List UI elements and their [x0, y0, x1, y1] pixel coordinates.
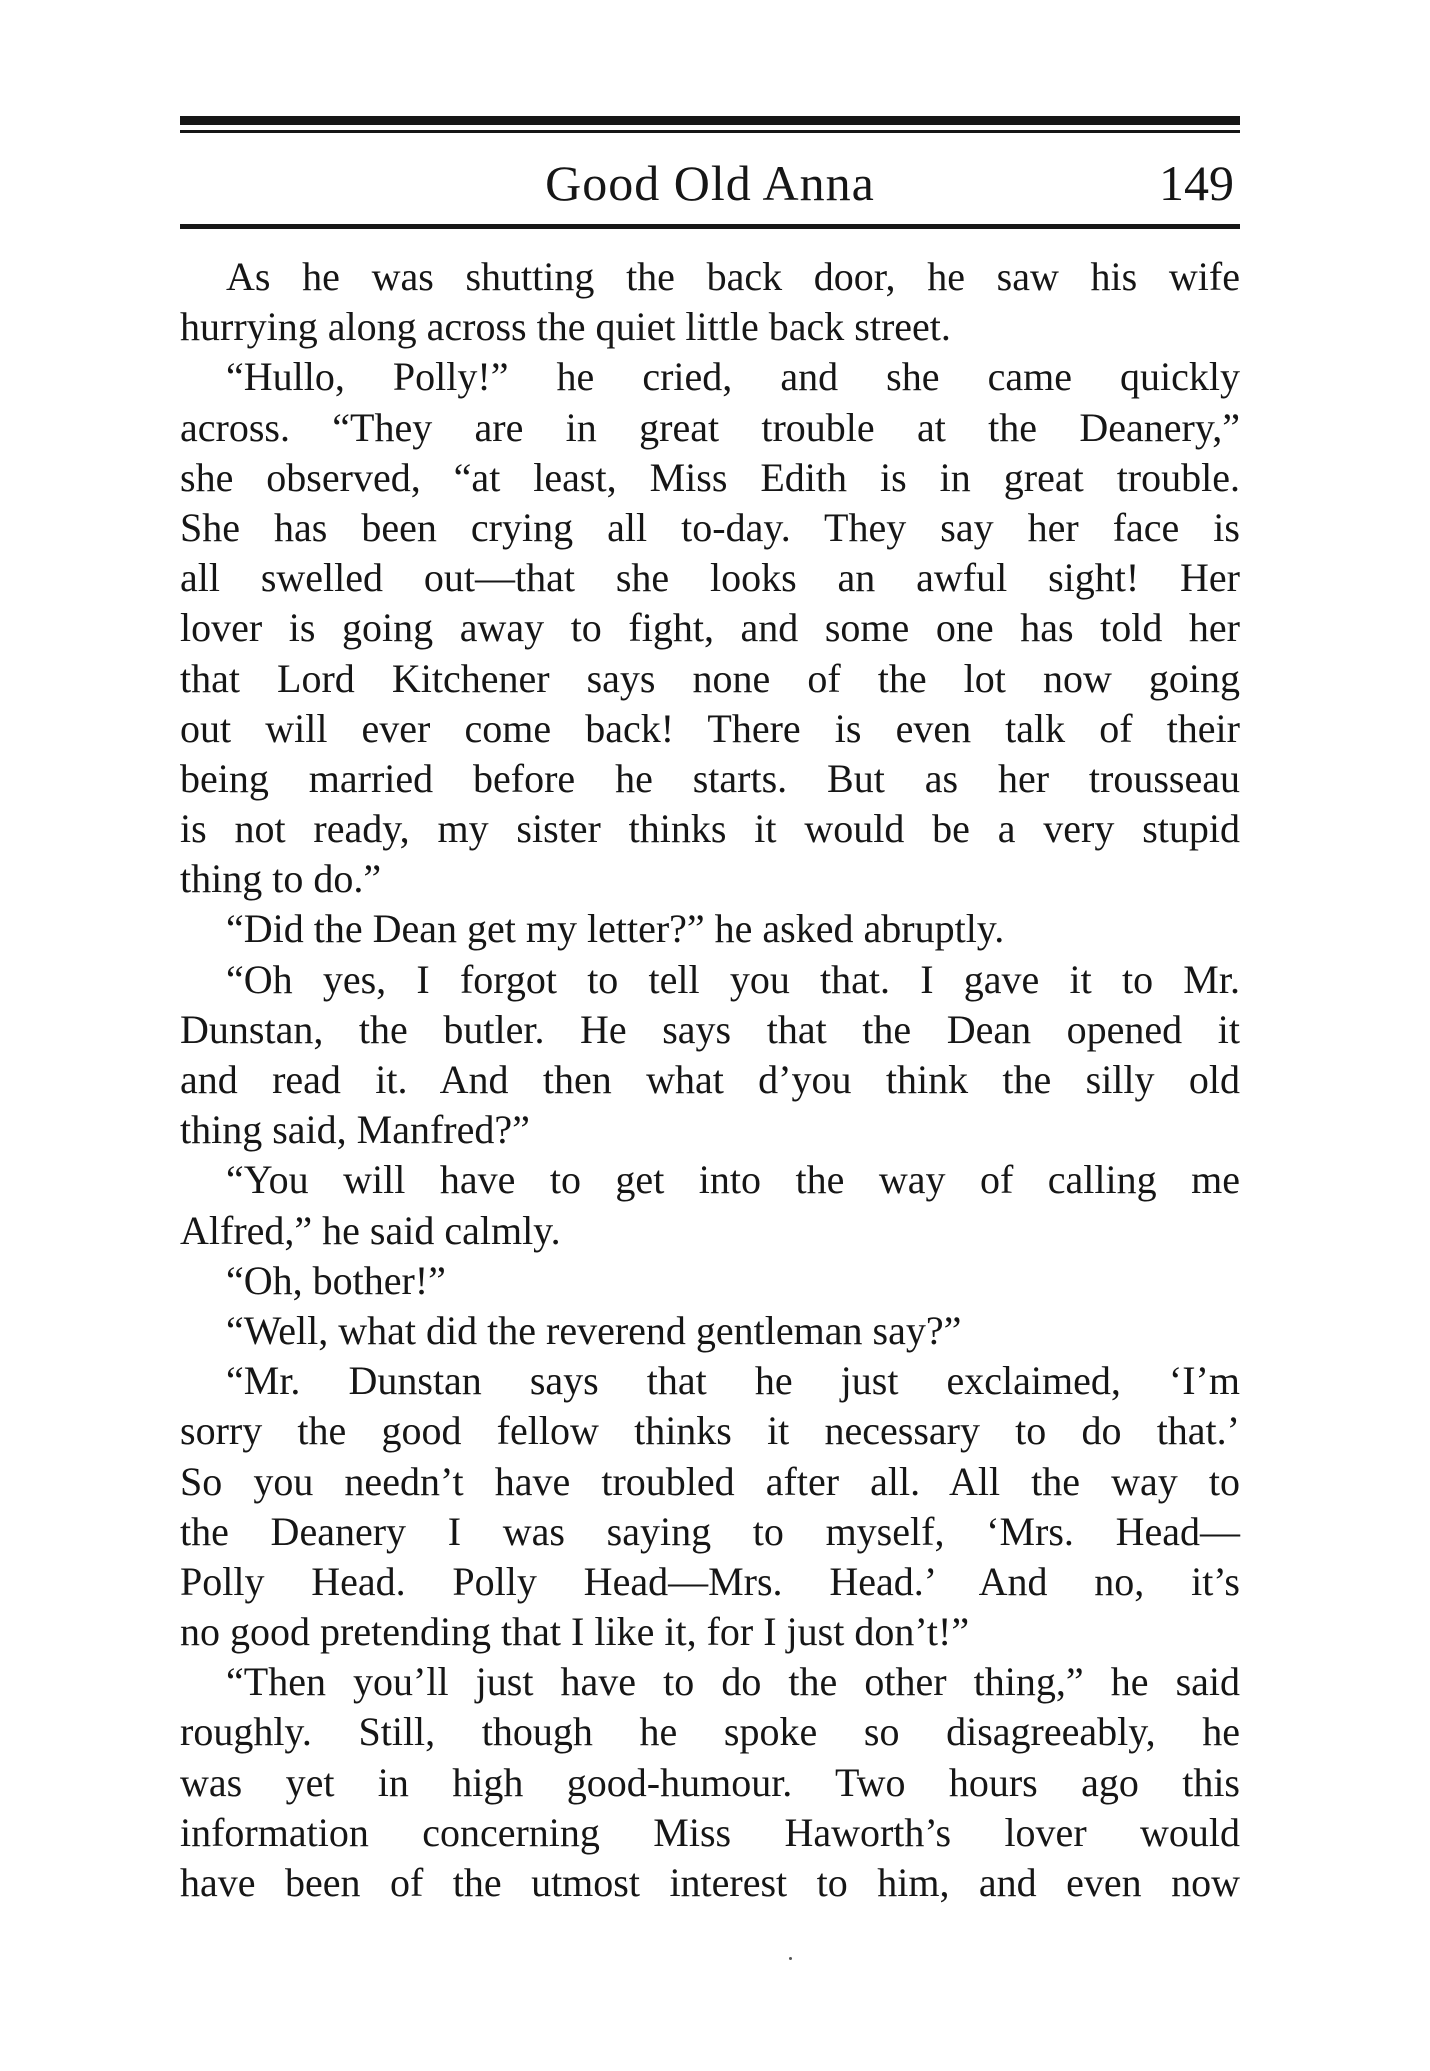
text-line: So you needn’t have troubled after all. All the way to — [180, 1458, 1240, 1504]
text-line: is not ready, my sister thinks it would be a very stupid — [180, 806, 1240, 852]
text-line: “Oh, bother!” — [226, 1257, 446, 1303]
running-head — [180, 150, 1240, 216]
text-line: “Then you’ll just have to do the other thing,” he said — [226, 1659, 1240, 1705]
text-line: She has been crying all to-day. They say her face is — [180, 504, 1240, 550]
text-line: no good pretending that I like it, for I just don’t!” — [180, 1609, 970, 1655]
text-line: “Mr. Dunstan says that he just exclaimed, ‘I’m — [226, 1358, 1240, 1404]
text-line: sorry the good fellow thinks it necessary to do that.’ — [180, 1408, 1240, 1454]
text-line: have been of the utmost interest to him, and even now — [180, 1860, 1240, 1905]
text-line: As he was shutting the back door, he saw his wife — [226, 254, 1240, 299]
text-line: and read it. And then what d’you think the silly old — [180, 1057, 1240, 1102]
text-line: “You will have to get into the way of calling me — [226, 1157, 1240, 1203]
text-line: roughly. Still, though he spoke so disagreeably, he — [180, 1709, 1240, 1755]
header-rule-bottom — [180, 224, 1240, 229]
text-line: across. “They are in great trouble at the Deanery,” — [180, 404, 1240, 450]
text-line: thing to do.” — [180, 856, 382, 902]
text-line: lover is going away to fight, and some one has told her — [180, 605, 1240, 651]
text-line: all swelled out—that she looks an awful sight! Her — [180, 555, 1240, 601]
header-rule-thick — [180, 116, 1240, 125]
text-line: hurrying along across the quiet little back street. — [180, 304, 951, 350]
text-line: information concerning Miss Haworth’s lover would — [180, 1809, 1240, 1855]
text-line: was yet in high good-humour. Two hours ago this — [180, 1759, 1240, 1805]
text-line: “Hullo, Polly!” he cried, and she came quickly — [226, 354, 1240, 400]
page-number: 149 — [1159, 155, 1234, 211]
text-line: “Well, what did the reverend gentleman say?” — [226, 1307, 962, 1353]
running-title: Good Old Anna — [545, 155, 875, 211]
paper-speck — [789, 1957, 792, 1960]
text-line: she observed, “at least, Miss Edith is in great trouble. — [180, 454, 1240, 500]
text-line: “Oh yes, I forgot to tell you that. I gave it to Mr. — [226, 956, 1240, 1002]
text-line: thing said, Manfred?” — [180, 1107, 530, 1153]
text-line: Polly Head. Polly Head—Mrs. Head.’ And no, it’s — [180, 1558, 1240, 1604]
text-line: that Lord Kitchener says none of the lot now going — [180, 655, 1240, 701]
text-line: Alfred,” he said calmly. — [180, 1207, 561, 1253]
header-rule-thin — [180, 130, 1240, 133]
text-line: “Did the Dean get my letter?” he asked abruptly. — [226, 906, 1005, 952]
text-line: out will ever come back! There is even talk of their — [180, 705, 1240, 751]
text-line: Dunstan, the butler. He says that the Dean opened it — [180, 1006, 1240, 1052]
body-text — [180, 252, 1240, 1908]
text-line: being married before he starts. But as her trousseau — [180, 755, 1240, 801]
text-line: the Deanery I was saying to myself, ‘Mrs. Head— — [180, 1508, 1240, 1554]
